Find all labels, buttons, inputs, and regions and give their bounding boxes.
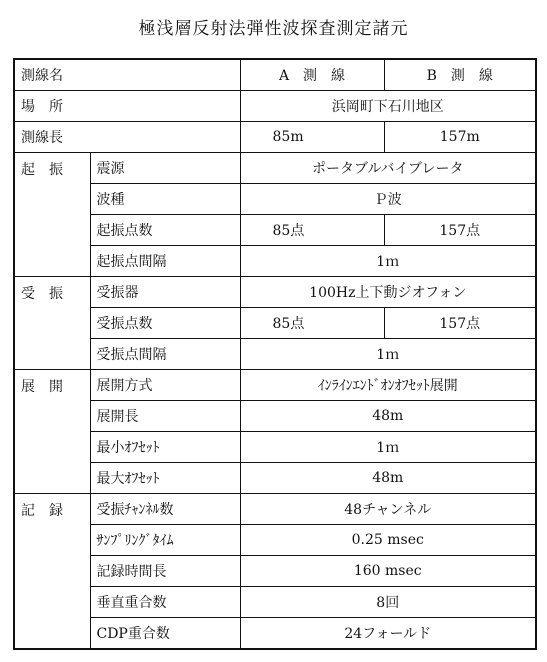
recording-row-label: CDP重合数 [90,617,240,649]
line-b-header: B 測 線 [384,59,536,91]
source-row [14,214,536,245]
source-row-label: 震源 [90,152,240,183]
source-row [14,152,536,183]
receiver-points-a: 85点 [240,307,384,338]
recording-row-label: 垂直重合数 [90,586,240,617]
spread-row [14,400,536,431]
spread-row-value: ｲﾝﾗｲﾝｴﾝﾄﾞｵﾝｵﾌｾｯﾄ展開 [240,369,536,400]
spread-row-value: 48m [240,400,536,431]
receiver-row-label: 受振点数 [90,307,240,338]
receiver-points-b: 157点 [384,307,536,338]
spread-row-label: 展開長 [90,400,240,431]
recording-row [14,586,536,617]
spread-row [14,431,536,462]
length-b: 157m [384,122,536,153]
source-row-value: 1ｍ [240,245,536,276]
source-points-b: 157点 [384,214,536,245]
receiver-row-value: 1ｍ [240,338,536,369]
recording-row-label: 記録時間長 [90,555,240,586]
recording-row [14,493,536,524]
source-row-value: ポータブルバイブレータ [240,152,536,183]
recording-row-value: 8回 [240,586,536,617]
source-row-label: 波種 [90,183,240,214]
receiver-row-label: 受振点間隔 [90,338,240,369]
spread-row-label: 展開方式 [90,369,240,400]
source-row-value: Ｐ波 [240,183,536,214]
recording-row-value: 24フォールド [240,617,536,649]
spread-row-label: 最小ｵﾌｾｯﾄ [90,431,240,462]
location-label: 場 所 [14,91,240,122]
spread-row [14,369,536,400]
source-row-label: 起振点間隔 [90,245,240,276]
receiver-row [14,338,536,369]
receiver-row-label: 受振器 [90,276,240,307]
recording-row [14,524,536,555]
recording-group-label: 記 録 [14,493,90,649]
source-points-a: 85点 [240,214,384,245]
location-value: 浜岡町下石川地区 [240,91,536,122]
line-name-label: 測線名 [14,59,240,91]
receiver-row-value: 100Hz上下動ジオフォン [240,276,536,307]
spread-row-value: 48m [240,462,536,493]
spread-row-label: 最大ｵﾌｾｯﾄ [90,462,240,493]
spec-table [13,58,537,650]
recording-row [14,617,536,649]
recording-row-label: ｻﾝﾌﾟﾘﾝｸﾞﾀｲﾑ [90,524,240,555]
length-label: 測線長 [14,122,240,153]
source-row [14,183,536,214]
line-a-header: A 測 線 [240,59,384,91]
header-row [14,59,536,91]
receiver-group-label: 受 振 [14,276,90,369]
length-a: 85m [240,122,384,153]
recording-row-value: 48チャンネル [240,493,536,524]
recording-row [14,555,536,586]
spread-row-value: 1ｍ [240,431,536,462]
spread-row [14,462,536,493]
recording-row-value: 160 msec [240,555,536,586]
page-title: 極浅層反射法弾性波探査測定諸元 [138,19,409,39]
source-row-label: 起振点数 [90,214,240,245]
recording-row-label: 受振ﾁｬﾝﾈﾙ数 [90,493,240,524]
recording-row-value: 0.25 msec [240,524,536,555]
source-group-label: 起 振 [14,152,90,276]
location-row [14,91,536,122]
source-row [14,245,536,276]
receiver-row [14,276,536,307]
spread-group-label: 展 開 [14,369,90,493]
receiver-row [14,307,536,338]
length-row [14,122,536,153]
